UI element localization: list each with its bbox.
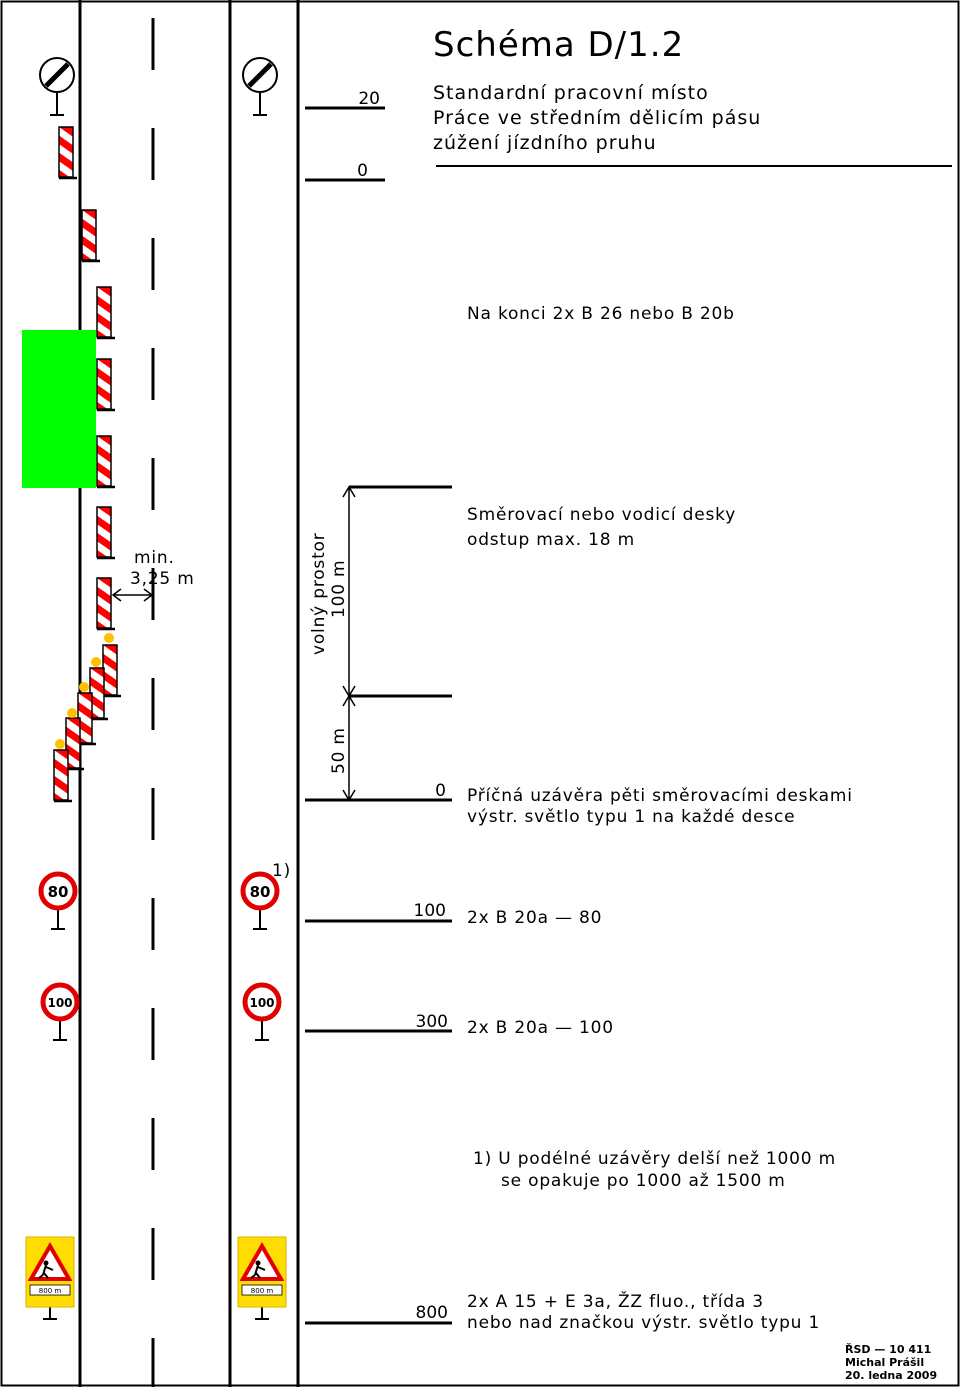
speed-limit-100-sign-icon [43,985,77,1040]
distance-plate-text: 800 m [250,1287,274,1295]
guide-boards-note-1: Směrovací nebo vodicí desky [467,505,737,525]
free-space-label-1: volný prostor [309,532,329,655]
direction-board-icon [97,359,115,410]
end-of-restriction-sign-icon [40,58,74,115]
closure-note-1: Příčná uzávěra pěti směrovacími deskami [467,786,853,806]
direction-board-icon [97,578,115,629]
scheme-title: Schéma D/1.2 [433,25,685,65]
direction-board-icon [59,127,77,178]
warning-light-icon [67,708,77,718]
free-space-label-2: 100 m [329,559,349,618]
footer-author: Michal Prášil [845,1356,925,1369]
min-width-label-2: 3,25 m [130,569,195,589]
subtitle-line-2: Práce ve středním dělicím pásu [433,107,762,129]
min-width-label-1: min. [134,548,175,568]
speed-80-value: 80 [47,883,69,901]
closure-note-2: výstr. světlo typu 1 na každé desce [467,807,796,827]
warning-light-icon [104,633,114,643]
warning-note-2: nebo nad značkou výstr. světlo typu 1 [467,1313,821,1333]
distance-plate-text: 800 m [38,1287,62,1295]
speed-100-note: 2x B 20a — 100 [467,1018,614,1038]
speed-limit-80-sign-icon [41,874,75,929]
speed-100-value: 100 [249,996,275,1010]
roadworks-warning-sign-icon [26,1237,74,1319]
footer-code: ŘSD — 10 411 [845,1343,932,1356]
speed-100-value: 100 [47,996,73,1010]
direction-board-icon [97,507,115,558]
warning-note-1: 2x A 15 + E 3a, ŽZ fluo., třída 3 [467,1292,764,1312]
distance-label-20: 20 [358,89,380,109]
transverse-closure [54,633,121,801]
speed-80-note: 2x B 20a — 80 [467,908,603,928]
direction-board-icon [97,436,115,487]
distance-label-0-mid: 0 [435,781,446,801]
warning-light-icon [91,657,101,667]
fifty-meter-label: 50 m [329,727,349,774]
roadworks-warning-sign-icon [238,1237,286,1319]
subtitle-line-1: Standardní pracovní místo [433,82,709,104]
distance-label-100: 100 [413,901,446,921]
footnote-mark: 1) [272,861,292,881]
footer-date: 20. ledna 2009 [845,1369,938,1382]
speed-80-value: 80 [249,883,271,901]
direction-board-icon [97,287,115,338]
distance-label-300: 300 [415,1012,448,1032]
speed-limit-80-sign-icon [243,874,277,929]
speed-limit-100-sign-icon [245,985,279,1040]
end-signs-note: Na konci 2x B 26 nebo B 20b [467,304,735,324]
footnote-line-1: 1) U podélné uzávěry delší než 1000 m [473,1149,836,1169]
distance-label-800: 800 [415,1303,448,1323]
footnote-line-2: se opakuje po 1000 až 1500 m [501,1171,786,1191]
work-zone-area [22,330,96,488]
drawing-frame [2,2,959,1386]
subtitle-line-3: zúžení jízdního pruhu [433,132,657,154]
guide-boards-note-2: odstup max. 18 m [467,530,635,550]
warning-light-icon [55,739,65,749]
direction-board-icon [103,645,121,696]
distance-label-0-top: 0 [357,161,368,181]
warning-light-icon [79,682,89,692]
end-of-restriction-sign-icon [243,58,277,115]
direction-board-icon [82,210,100,261]
